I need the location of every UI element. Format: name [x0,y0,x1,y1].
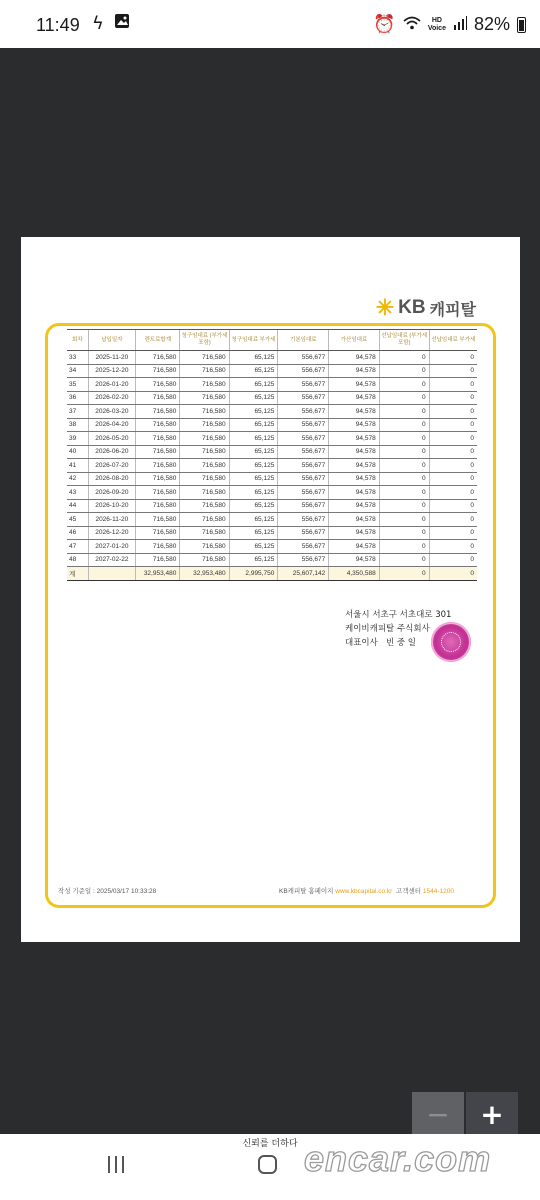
table-cell: 48 [67,553,88,567]
table-cell: 94,578 [329,553,379,567]
table-cell: 0 [429,553,477,567]
clock: 11:49 [36,15,80,35]
table-cell: 556,677 [278,405,329,419]
table-cell: 716,580 [180,540,229,554]
flash-icon: ϟ [92,13,104,34]
table-cell: 65,125 [229,486,278,500]
table-cell: 716,580 [136,445,180,459]
table-cell: 556,677 [278,486,329,500]
kb-star-icon: ✳ [375,295,395,320]
table-cell: 0 [379,472,429,486]
table-cell: 0 [429,432,477,446]
table-row [67,540,477,554]
table-cell: 716,580 [136,418,180,432]
company-name: 케이비캐피탈 주식회사 [345,624,430,634]
table-cell: 556,677 [278,499,329,513]
table-cell: 65,125 [229,499,278,513]
total-cell: 0 [429,567,477,581]
table-cell: 716,580 [180,472,229,486]
table-cell: 0 [379,486,429,500]
column-header: 청구임대료 (부가세포함) [180,330,229,351]
table-cell: 65,125 [229,418,278,432]
table-row [67,432,477,446]
table-cell: 43 [67,486,88,500]
zoom-out-button[interactable]: − [412,1092,464,1136]
table-cell: 2026-05-20 [88,432,136,446]
table-cell: 0 [379,513,429,527]
table-cell: 716,580 [180,526,229,540]
table-cell: 0 [429,445,477,459]
table-cell: 0 [379,391,429,405]
table-cell: 0 [429,378,477,392]
table-cell: 2026-09-20 [88,486,136,500]
table-cell: 65,125 [229,432,278,446]
table-cell: 716,580 [180,459,229,473]
table-cell: 2026-03-20 [88,405,136,419]
table-cell: 2026-08-20 [88,472,136,486]
navigation-bar [0,1134,540,1200]
table-cell: 42 [67,472,88,486]
table-cell: 65,125 [229,459,278,473]
table-cell: 94,578 [329,472,379,486]
table-cell: 94,578 [329,513,379,527]
table-cell: 94,578 [329,391,379,405]
table-cell: 0 [379,405,429,419]
table-cell: 2026-10-20 [88,499,136,513]
table-cell: 716,580 [136,472,180,486]
total-cell [88,567,136,581]
alarm-icon: ⏰ [373,14,396,34]
table-cell: 2027-01-20 [88,540,136,554]
table-cell: 38 [67,418,88,432]
table-cell: 44 [67,499,88,513]
table-cell: 556,677 [278,445,329,459]
table-cell: 716,580 [180,351,229,365]
table-row [67,418,477,432]
table-cell: 556,677 [278,378,329,392]
table-cell: 0 [429,499,477,513]
table-cell: 716,580 [136,513,180,527]
table-cell: 716,580 [180,432,229,446]
payment-schedule-table [67,329,477,581]
table-cell: 65,125 [229,351,278,365]
table-cell: 0 [429,351,477,365]
total-row [67,567,477,581]
table-cell: 716,580 [136,432,180,446]
recent-apps-button[interactable] [108,1156,124,1173]
table-cell: 94,578 [329,445,379,459]
table-cell: 716,580 [136,378,180,392]
table-cell: 556,677 [278,553,329,567]
image-icon [114,13,130,34]
table-row [67,391,477,405]
table-cell: 2027-02-22 [88,553,136,567]
status-bar [0,0,540,48]
table-header [67,330,477,351]
table-row [67,486,477,500]
table-row [67,364,477,378]
table-cell: 2026-07-20 [88,459,136,473]
table-cell: 0 [379,499,429,513]
table-cell: 65,125 [229,364,278,378]
table-cell: 556,677 [278,526,329,540]
table-row [67,513,477,527]
table-cell: 556,677 [278,432,329,446]
battery-icon [517,17,526,33]
table-cell: 0 [379,445,429,459]
table-row [67,459,477,473]
total-cell: 25,607,142 [278,567,329,581]
table-cell: 2026-01-20 [88,378,136,392]
battery-percent: 82% [473,14,510,34]
table-cell: 2026-02-20 [88,391,136,405]
ceo-line: 대표이사 빈 중 일 [345,638,417,648]
table-cell: 2026-11-20 [88,513,136,527]
table-cell: 94,578 [329,499,379,513]
table-cell: 65,125 [229,391,278,405]
wifi-icon [403,14,421,35]
table-row [67,378,477,392]
table-cell: 556,677 [278,364,329,378]
table-cell: 39 [67,432,88,446]
table-cell: 0 [379,459,429,473]
table-cell: 94,578 [329,364,379,378]
table-cell: 0 [429,486,477,500]
table-cell: 716,580 [180,378,229,392]
table-cell: 556,677 [278,459,329,473]
total-cell: 0 [379,567,429,581]
table-cell: 65,125 [229,445,278,459]
table-cell: 2026-04-20 [88,418,136,432]
table-cell: 0 [379,351,429,365]
table-cell: 94,578 [329,378,379,392]
table-cell: 556,677 [278,472,329,486]
table-cell: 716,580 [136,486,180,500]
table-cell: 37 [67,405,88,419]
table-row [67,499,477,513]
table-cell: 33 [67,351,88,365]
table-cell: 716,580 [136,499,180,513]
table-cell: 716,580 [180,513,229,527]
table-cell: 556,677 [278,540,329,554]
table-cell: 46 [67,526,88,540]
table-cell: 0 [429,364,477,378]
table-cell: 94,578 [329,526,379,540]
table-cell: 65,125 [229,553,278,567]
total-cell: 32,953,480 [136,567,180,581]
table-row [67,472,477,486]
table-cell: 2026-12-20 [88,526,136,540]
table-row [67,351,477,365]
column-header: 납입일자 [88,330,136,351]
table-cell: 94,578 [329,486,379,500]
table-row [67,553,477,567]
table-cell: 716,580 [136,526,180,540]
table-cell: 716,580 [136,553,180,567]
table-cell: 556,677 [278,391,329,405]
table-cell: 716,580 [180,391,229,405]
column-header: 가산임대료 [329,330,379,351]
table-cell: 0 [379,432,429,446]
column-header: 회차 [67,330,88,351]
slogan-text: 신뢰를 더하다 [242,1139,298,1149]
table-cell: 0 [379,526,429,540]
table-cell: 556,677 [278,418,329,432]
table-cell: 0 [429,526,477,540]
table-cell: 94,578 [329,540,379,554]
table-cell: 41 [67,459,88,473]
table-cell: 65,125 [229,472,278,486]
column-header: 선납임대료 (부가세포함) [379,330,429,351]
table-cell: 0 [429,472,477,486]
table-cell: 35 [67,378,88,392]
table-cell: 65,125 [229,405,278,419]
table-cell: 0 [379,540,429,554]
table-cell: 716,580 [180,486,229,500]
table-cell: 716,580 [180,553,229,567]
table-cell: 716,580 [180,499,229,513]
table-cell: 34 [67,364,88,378]
table-cell: 47 [67,540,88,554]
column-header: 선납임대료 부가세 [429,330,477,351]
table-cell: 716,580 [180,405,229,419]
table-cell: 716,580 [136,351,180,365]
table-row [67,405,477,419]
footer-date: 작성 기준일 : 2025/03/17 10:33:28 [58,888,157,895]
table-cell: 556,677 [278,351,329,365]
customer-center-phone: 1544-1200 [422,888,454,895]
table-cell: 45 [67,513,88,527]
table-cell: 0 [429,513,477,527]
company-seal-stamp [431,622,471,662]
encar-watermark: encar.com [304,1138,492,1179]
status-icons [373,14,526,35]
table-cell: 0 [379,553,429,567]
table-cell: 0 [429,459,477,473]
column-header: 렌트료합계 [136,330,180,351]
table-cell: 716,580 [180,364,229,378]
table-cell: 0 [429,418,477,432]
kb-capital-logo: ✳ KB 캐피탈 [375,295,476,320]
table-cell: 36 [67,391,88,405]
signal-icon [453,14,467,35]
table-cell: 716,580 [136,391,180,405]
table-cell: 2025-12-20 [88,364,136,378]
table-cell: 94,578 [329,432,379,446]
total-cell: 계 [67,567,88,581]
zoom-in-button[interactable]: + [466,1092,518,1136]
table-cell: 0 [429,540,477,554]
table-cell: 716,580 [180,445,229,459]
total-cell: 2,995,750 [229,567,278,581]
address-line: 서울시 서초구 서초대로 301 [345,610,452,620]
table-cell: 716,580 [136,405,180,419]
total-cell: 32,953,480 [180,567,229,581]
table-cell: 94,578 [329,351,379,365]
table-cell: 0 [379,378,429,392]
table-cell: 0 [429,391,477,405]
column-header: 청구임대료 부가세 [229,330,278,351]
table-cell: 716,580 [136,540,180,554]
table-cell: 0 [379,364,429,378]
document-page [21,237,520,942]
table-cell: 94,578 [329,459,379,473]
table-cell: 2026-06-20 [88,445,136,459]
table-cell: 40 [67,445,88,459]
table-cell: 65,125 [229,540,278,554]
table-row [67,526,477,540]
table-cell: 94,578 [329,405,379,419]
table-cell: 65,125 [229,513,278,527]
table-cell: 556,677 [278,513,329,527]
hd-voice-icon: HD Voice [427,16,446,32]
table-cell: 0 [429,405,477,419]
table-cell: 2025-11-20 [88,351,136,365]
table-cell: 0 [379,418,429,432]
table-cell: 94,578 [329,418,379,432]
home-button[interactable] [258,1155,277,1174]
table-cell: 65,125 [229,526,278,540]
homepage-link[interactable]: www.kbcapital.co.kr [335,888,393,895]
footer-contact: KB캐피탈 홈페이지 www.kbcapital.co.kr 고객센터 1544-1200 [279,888,454,895]
table-row [67,445,477,459]
zoom-controls [412,1092,518,1136]
table-cell: 716,580 [180,418,229,432]
table-cell: 716,580 [136,364,180,378]
total-cell: 4,350,588 [329,567,379,581]
column-header: 기본임대료 [278,330,329,351]
table-cell: 65,125 [229,378,278,392]
table-cell: 716,580 [136,459,180,473]
